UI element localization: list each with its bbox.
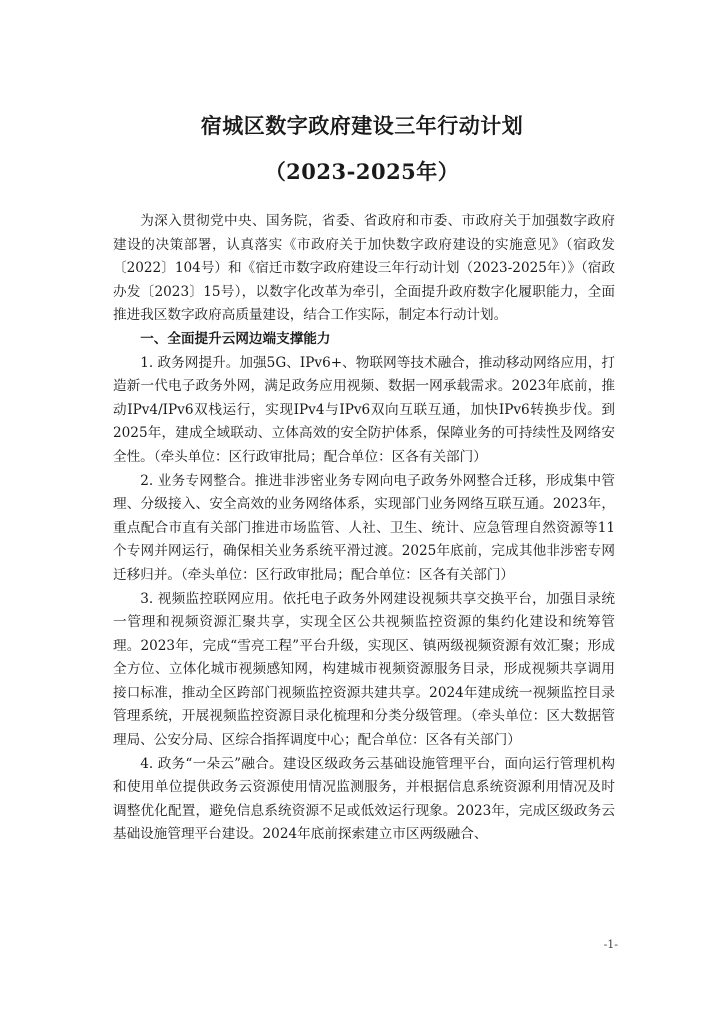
item-paragraph-3: 3. 视频监控联网应用。依托电子政务外网建设视频共享交换平台，加强目录统一管理和视频资源汇聚共享，实现全区公共视频监控资源的集约化建设和统筹管理。2023年，完成“雪亮工程”平台升级，实现区、镇两级视频资源有效汇聚；形成全方位、立体化城市视频感知网，构建城市视频资源服务目录，形成视频共享调用接口标准，推动全区跨部门视频监控资源共建共享。2024年建成统一视频监控目录管理系统，开展视频监控资源目录化梳理和分类分级管理。（牵头单位：区大数据管理局、公安分局、区综合指挥调度中心；配合单位：区各有关部门）: [113, 590, 615, 749]
document-title: 宿城区数字政府建设三年行动计划: [200, 113, 524, 138]
intro-paragraph: 为深入贯彻党中央、国务院，省委、省政府和市委、市政府关于加强数字政府建设的决策部署，认真落实《市政府关于加快数字政府建设的实施意见》（宿政发〔2022〕104号）和《宿迁市数字政府建设三年行动计划（2023-2025年）》（宿政办发〔2023〕15号），以数字化改革为牵引，全面提升政府数字化履职能力，全面推进我区数字政府高质量建设，结合工作实际，制定本行动计划。: [113, 213, 615, 324]
section-heading-1: 一、全面提升云网边端支撑能力: [140, 330, 331, 347]
document-body: [113, 210, 615, 847]
item-paragraph-4: 4. 政务“一朵云”融合。建设区级政务云基础设施管理平台，面向运行管理机构和使用单位提供政务云资源使用情况监测服务，并根据信息系统资源利用情况及时调整优化配置，避免信息系统资源不足或低效运行现象。2023年，完成区级政务云基础设施管理平台建设。2024年底前探索建立市区两级融合、: [113, 755, 615, 843]
document-subtitle: （2023-2025年）: [264, 159, 460, 184]
page-number: -1-: [603, 938, 618, 951]
item-paragraph-2: 2. 业务专网整合。推进非涉密业务专网向电子政务外网整合迁移，形成集中管理、分级接入、安全高效的业务网络体系，实现部门业务网络互联互通。2023年，重点配合市直有关部门推进市场监管、人社、卫生、统计、应急管理自然资源等11个专网并网运行，确保相关业务系统平滑过渡。2025年底前，完成其他非涉密专网迁移归并。（牵头单位：区行政审批局；配合单位：区各有关部门）: [113, 472, 615, 583]
item-paragraph-1: 1. 政务网提升。加强5G、IPv6+、物联网等技术融合，推动移动网络应用，打造新一代电子政务外网，满足政务应用视频、数据一网承载需求。2023年底前，推动IPv4/IPv6双栈运行，实现IPv4与IPv6双向互联互通，加快IPv6转换步伐。到2025年，建成全域联动、立体高效的安全防护体系，保障业务的可持续性及网络安全性。（牵头单位：区行政审批局；配合单位：区各有关部门）: [113, 354, 615, 465]
